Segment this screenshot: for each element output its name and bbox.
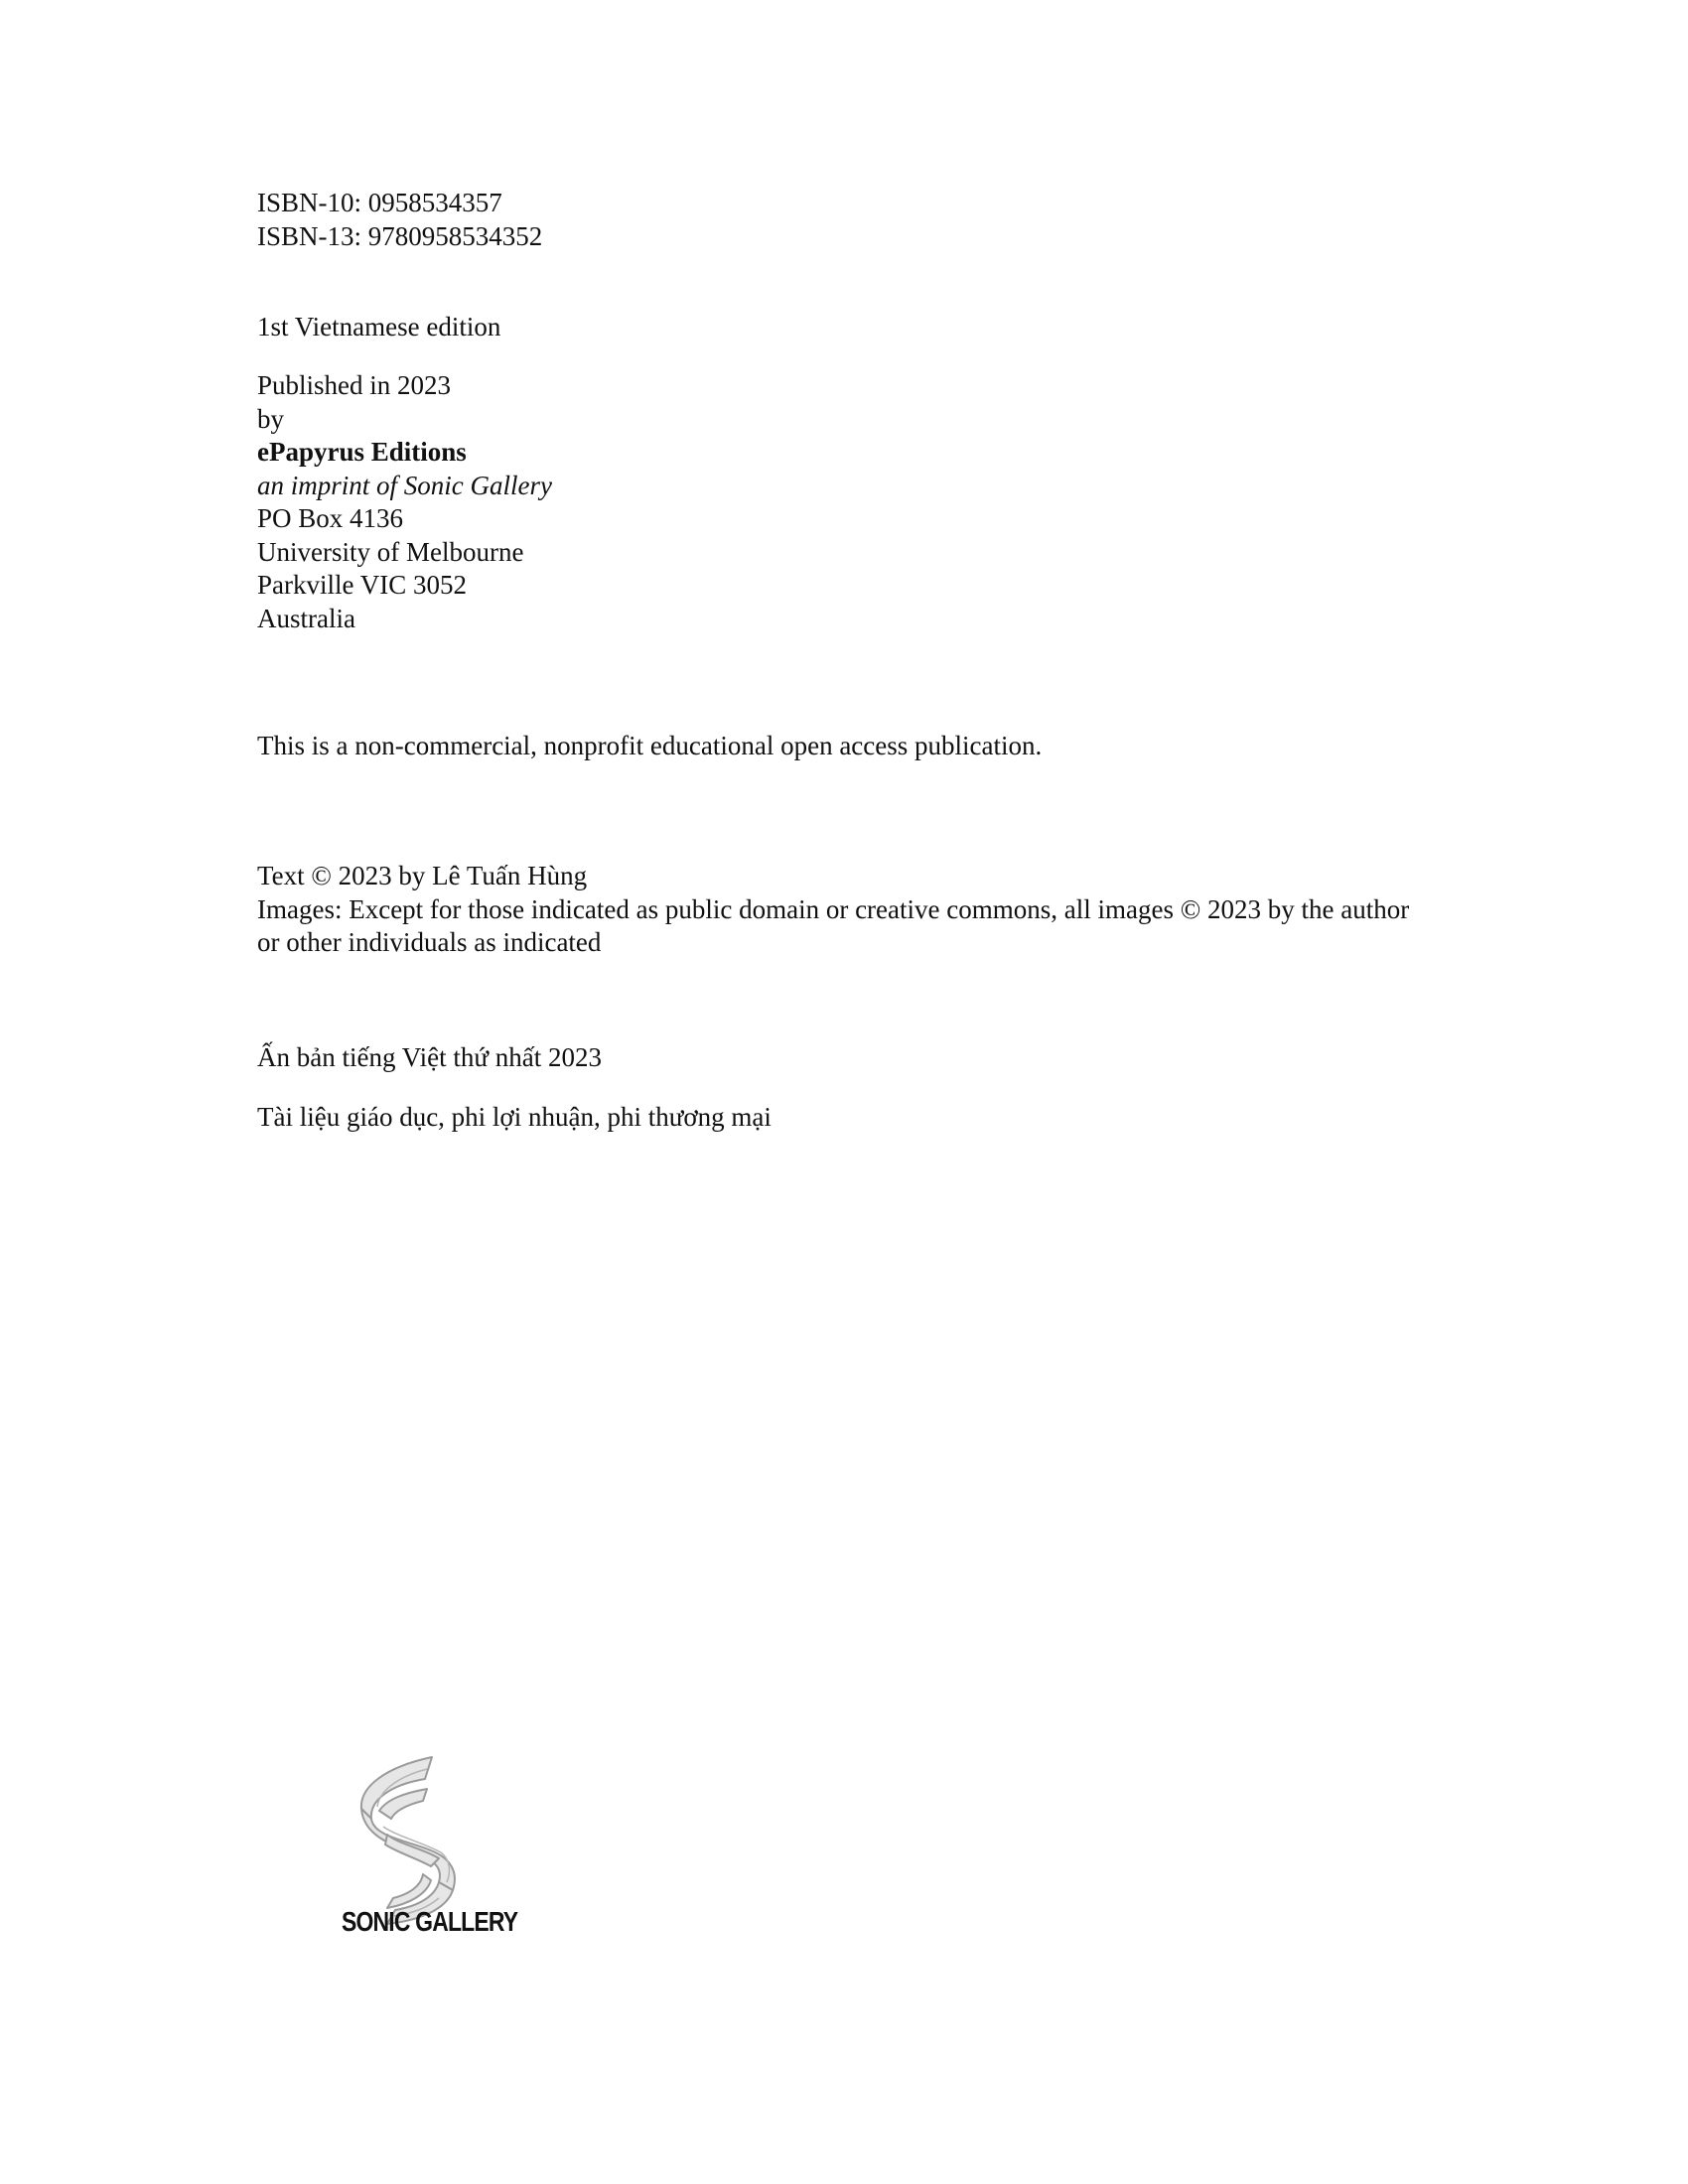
imprint-line: an imprint of Sonic Gallery bbox=[257, 470, 552, 500]
isbn-10: ISBN-10: 0958534357 bbox=[257, 188, 502, 217]
vietnamese-notice-line: Tài liệu giáo dục, phi lợi nhuận, phi thương mại bbox=[257, 1102, 772, 1132]
isbn-13: ISBN-13: 9780958534352 bbox=[257, 220, 543, 251]
address-line: Australia bbox=[257, 603, 355, 633]
publisher-name: ePapyrus Editions bbox=[257, 437, 467, 467]
edition-block bbox=[257, 311, 500, 344]
published-line: Published in 2023 bbox=[257, 370, 452, 400]
address-line: Parkville VIC 3052 bbox=[257, 570, 467, 600]
images-copyright: Images: Except for those indicated as public domain or creative commons, all images © 2023 by the author or other individuals as indicated bbox=[257, 893, 1410, 957]
sonic-gallery-wordmark: SONIC GALLERY bbox=[342, 1906, 518, 1937]
publisher-block bbox=[257, 369, 552, 635]
edition-line: 1st Vietnamese edition bbox=[257, 312, 501, 341]
copyright-block bbox=[257, 860, 1429, 960]
vietnamese-edition-block bbox=[257, 1041, 602, 1075]
address-line: University of Melbourne bbox=[257, 536, 524, 567]
address-line: PO Box 4136 bbox=[257, 503, 404, 533]
by-line: by bbox=[257, 403, 284, 434]
isbn-block bbox=[257, 187, 542, 253]
vietnamese-edition-line: Ấn bản tiếng Việt thứ nhất 2023 bbox=[257, 1042, 602, 1072]
open-access-notice: This is a non-commercial, nonprofit educational open access publication. bbox=[257, 731, 1043, 760]
notice-block bbox=[257, 730, 1042, 763]
vietnamese-notice-block bbox=[257, 1101, 772, 1135]
text-copyright: Text © 2023 by Lê Tuấn Hùng bbox=[257, 861, 588, 890]
